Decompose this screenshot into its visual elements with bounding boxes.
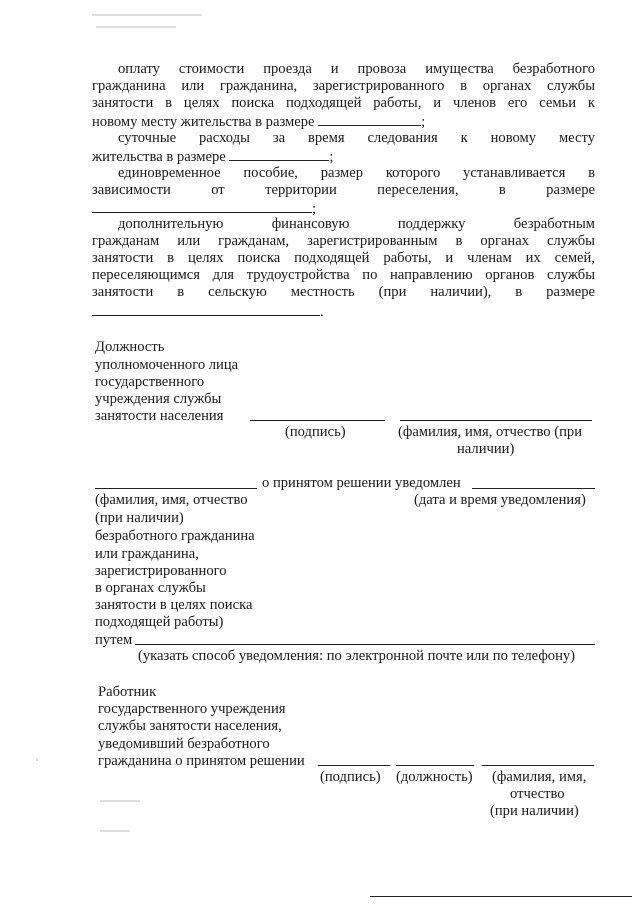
notice-text: о принятом решении уведомлен bbox=[262, 475, 461, 491]
worker-line2: государственного учреждения bbox=[98, 701, 286, 717]
para3-line3 bbox=[92, 199, 316, 217]
para4-line6-end: . bbox=[320, 304, 324, 320]
para4-line5: занятости в сельскую местность (при наличии), в размере bbox=[92, 284, 595, 300]
para2-line1: суточные расходы за время следования к новому месту bbox=[118, 130, 595, 146]
notice-caption-left-5: зарегистрированного bbox=[95, 563, 227, 579]
para4-line2: гражданам или гражданам, зарегистрированным в органах службы bbox=[92, 233, 595, 249]
scan-speck bbox=[100, 800, 140, 802]
position-line-2[interactable] bbox=[396, 765, 474, 766]
caption-name-2c: (при наличии) bbox=[490, 803, 579, 819]
para3-line1: единовременное пособие, размер которого устанавливается в bbox=[118, 165, 595, 181]
notice-caption-right: (дата и время уведомления) bbox=[414, 492, 586, 508]
para2-line2 bbox=[92, 147, 333, 165]
notice-caption-left-1: (фамилия, имя, отчество bbox=[95, 492, 248, 508]
caption-name-1b: наличии) bbox=[457, 441, 515, 457]
para1-line1: оплату стоимости проезда и провоза имущества безработного bbox=[118, 61, 595, 77]
worker-line3: службы занятости населения, bbox=[98, 718, 282, 734]
scan-speck bbox=[96, 26, 176, 28]
para3-line3-end: ; bbox=[312, 201, 317, 217]
notice-caption-left-2: (при наличии) bbox=[95, 510, 184, 526]
para4-line6 bbox=[92, 302, 324, 320]
para1-line4-text: новому месту жительства в размере bbox=[92, 114, 315, 130]
para4-line3: занятости в целях поиска подходящей работы, и членам их семей, bbox=[92, 250, 595, 266]
notice-caption-left-4: или гражданина, bbox=[95, 546, 199, 562]
notice-caption-left-7: занятости в целях поиска bbox=[95, 597, 253, 613]
para2-line2-text: жительства в размере bbox=[92, 149, 226, 165]
para1-line3: занятости в целях поиска подходящей работы, и членов его семьи к bbox=[92, 95, 595, 111]
caption-signature-2: (подпись) bbox=[320, 769, 381, 785]
name-line-2[interactable] bbox=[482, 765, 594, 766]
notice-by-label: путем bbox=[95, 632, 133, 648]
worker-line1: Работник bbox=[98, 684, 157, 700]
scan-speck bbox=[36, 758, 38, 761]
para1-line2: гражданина или гражданина, зарегистрированного в органах службы bbox=[92, 78, 595, 94]
notice-method-line[interactable] bbox=[135, 644, 595, 645]
name-line-1[interactable] bbox=[400, 420, 592, 421]
para2-line2-end: ; bbox=[329, 149, 334, 165]
notice-caption-left-8: подходящей работы) bbox=[95, 614, 224, 630]
caption-position-2: (должность) bbox=[396, 769, 473, 785]
para1-line4 bbox=[92, 112, 425, 130]
signature-line-2[interactable] bbox=[318, 765, 390, 766]
para1-line4-end: ; bbox=[421, 114, 426, 130]
notice-caption-left-6: в органах службы bbox=[95, 580, 206, 596]
caption-name-2b: отчество bbox=[510, 786, 565, 802]
signer-position-line5: занятости населения bbox=[95, 408, 224, 424]
signature-line-1[interactable] bbox=[250, 420, 385, 421]
caption-signature-1: (подпись) bbox=[285, 424, 346, 440]
signer-position-line2: уполномоченного лица bbox=[95, 357, 239, 373]
signer-position-line1: Должность bbox=[95, 339, 165, 355]
worker-line5: гражданина о принятом решении bbox=[98, 753, 305, 769]
amount-field-1[interactable] bbox=[318, 112, 421, 126]
worker-line4: уведомивший безработного bbox=[98, 736, 270, 752]
para3-line2: зависимости от территории переселения, в размере bbox=[92, 182, 595, 198]
amount-field-2[interactable] bbox=[229, 147, 329, 161]
para4-line4: переселяющимся для трудоустройства по направлению органов службы bbox=[92, 267, 595, 283]
caption-name-2a: (фамилия, имя, bbox=[492, 769, 587, 785]
signer-position-line3: государственного bbox=[95, 374, 205, 390]
bottom-rule bbox=[370, 896, 632, 897]
notice-method-caption: (указать способ уведомления: по электронной почте или по телефону) bbox=[138, 648, 576, 664]
amount-field-3[interactable] bbox=[92, 199, 312, 213]
amount-field-4[interactable] bbox=[92, 302, 320, 316]
scan-speck bbox=[92, 14, 202, 16]
caption-name-1a: (фамилия, имя, отчество (при bbox=[398, 424, 583, 440]
scan-speck bbox=[100, 830, 130, 832]
signer-position-line4: учреждения службы bbox=[95, 391, 222, 407]
notice-date-line[interactable] bbox=[472, 488, 595, 489]
notified-name-line[interactable] bbox=[95, 488, 257, 489]
para4-line1: дополнительную финансовую поддержку безработным bbox=[118, 216, 595, 232]
notice-caption-left-3: безработного гражданина bbox=[95, 528, 255, 544]
